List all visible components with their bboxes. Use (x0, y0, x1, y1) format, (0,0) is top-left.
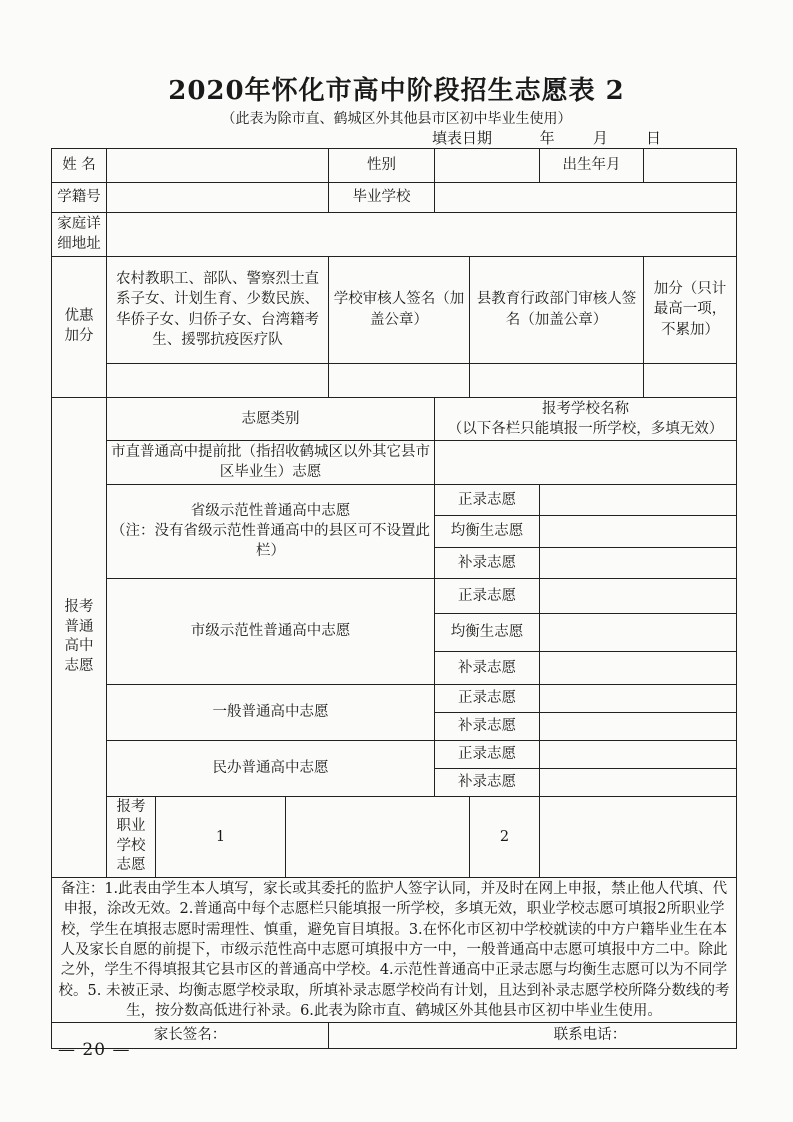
city-balanced-label: 均衡生志愿 (435, 613, 540, 651)
bonus-points-field[interactable] (644, 363, 737, 397)
private-regular-label: 正录志愿 (435, 740, 540, 768)
general-regular-label: 正录志愿 (435, 684, 540, 712)
bonus-label: 优惠加分 (52, 256, 107, 397)
general-choice-label: 一般普通高中志愿 (107, 684, 435, 740)
name-field[interactable] (107, 149, 329, 183)
school-name-header-note: （以下各栏只能填报一所学校，多填无效） (447, 420, 724, 437)
county-review-label: 县教育行政部门审核人签名（加盖公章） (470, 256, 644, 363)
contact-phone-label: 联系电话： (329, 1023, 737, 1049)
city-regular-field[interactable] (540, 578, 737, 613)
form-subtitle: （此表为除市直、鹤城区外其他县市区初中毕业生使用） (221, 111, 572, 127)
provincial-regular-label: 正录志愿 (435, 484, 540, 515)
birth-field[interactable] (644, 149, 737, 183)
county-review-field[interactable] (470, 363, 644, 397)
early-batch-field[interactable] (435, 441, 737, 485)
remarks-text: 备注：1.此表由学生本人填写，家长或其委托的监护人签字认同，并及时在网上申报，禁止他人代填、代申报，涂改无效。2.普通高中每个志愿栏只能填报一所学校，多填无效，职业学校志愿可填报2所职业学校，学生在填报志愿时需理性、慎重，避免盲目填报。3.在怀化市区初中学校就读的中方户籍毕业生在本人及家长自愿的前提下，市级示范性高中志愿可填报中方一中，一般普通高中志愿可填报中方二中。除此之外，学生不得填报其它县市区的普通高中学校。4.示范性普通高中正录志愿与均衡生志愿可以为不同学校。5. 未被正录、均衡志愿学校录取，所填补录志愿学校尚有计划，且达到补录志愿学校所降分数线的考生，按分数高低进行补录。6.此表为除市直、鹤城区外其他县市区初中毕业生使用。 (52, 878, 737, 1023)
high-school-choices-label: 报考普通高中志愿 (52, 397, 107, 877)
general-supplementary-label: 补录志愿 (435, 712, 540, 740)
bonus-note: 加分（只计最高一项，不累加） (644, 256, 737, 363)
early-batch-label: 市直普通高中提前批（指招收鹤城区以外其它县市区毕业生）志愿 (107, 441, 435, 485)
provincial-regular-field[interactable] (540, 484, 737, 515)
bonus-category-field[interactable] (107, 363, 329, 397)
address-label: 家庭详细地址 (52, 213, 107, 257)
vocational-choice-2-field[interactable] (540, 796, 737, 877)
school-name-header (435, 397, 737, 441)
parent-signature-label: 家长签名： (52, 1023, 329, 1049)
vocational-choices-label: 报考职业学校志愿 (107, 796, 156, 877)
page-number: — 20 — (58, 1040, 131, 1060)
gender-field[interactable] (435, 149, 540, 183)
school-review-label: 学校审核人签名（加盖公章） (329, 256, 470, 363)
provincial-supplementary-label: 补录志愿 (435, 547, 540, 578)
birth-label: 出生年月 (540, 149, 644, 183)
private-regular-field[interactable] (540, 740, 737, 768)
student-id-field[interactable] (107, 183, 329, 213)
student-id-label: 学籍号 (52, 183, 107, 213)
form-title: 2020年怀化市高中阶段招生志愿表 2 (168, 76, 625, 106)
application-form-table (51, 148, 737, 1049)
general-regular-field[interactable] (540, 684, 737, 712)
gender-label: 性别 (329, 149, 435, 183)
choice-type-header: 志愿类别 (107, 397, 435, 441)
school-name-header-title: 报考学校名称 (542, 400, 630, 417)
city-supplementary-label: 补录志愿 (435, 651, 540, 684)
private-choice-label: 民办普通高中志愿 (107, 740, 435, 796)
school-review-field[interactable] (329, 363, 470, 397)
city-balanced-field[interactable] (540, 613, 737, 651)
graduation-school-label: 毕业学校 (329, 183, 435, 213)
name-label: 姓 名 (52, 149, 107, 183)
private-supplementary-label: 补录志愿 (435, 768, 540, 796)
city-choice-label: 市级示范性普通高中志愿 (107, 578, 435, 684)
vocational-choice-2-number: 2 (470, 796, 540, 877)
provincial-choice-title: 省级示范性普通高中志愿 (190, 502, 351, 519)
fill-date-label: 填表日期 年 月 日 (432, 129, 661, 147)
provincial-choice-note: （注：没有省级示范性普通高中的县区可不设置此栏） (111, 523, 430, 560)
provincial-balanced-label: 均衡生志愿 (435, 515, 540, 547)
graduation-school-field[interactable] (435, 183, 737, 213)
provincial-balanced-field[interactable] (540, 515, 737, 547)
provincial-choice-label (107, 484, 435, 578)
city-regular-label: 正录志愿 (435, 578, 540, 613)
bonus-categories: 农村教职工、部队、警察烈士直系子女、计划生育、少数民族、华侨子女、归侨子女、台湾籍考生、援鄂抗疫医疗队 (107, 256, 329, 363)
vocational-choice-1-number: 1 (156, 796, 286, 877)
general-supplementary-field[interactable] (540, 712, 737, 740)
vocational-choice-1-field[interactable] (286, 796, 470, 877)
city-supplementary-field[interactable] (540, 651, 737, 684)
private-supplementary-field[interactable] (540, 768, 737, 796)
provincial-supplementary-field[interactable] (540, 547, 737, 578)
address-field[interactable] (107, 213, 737, 257)
